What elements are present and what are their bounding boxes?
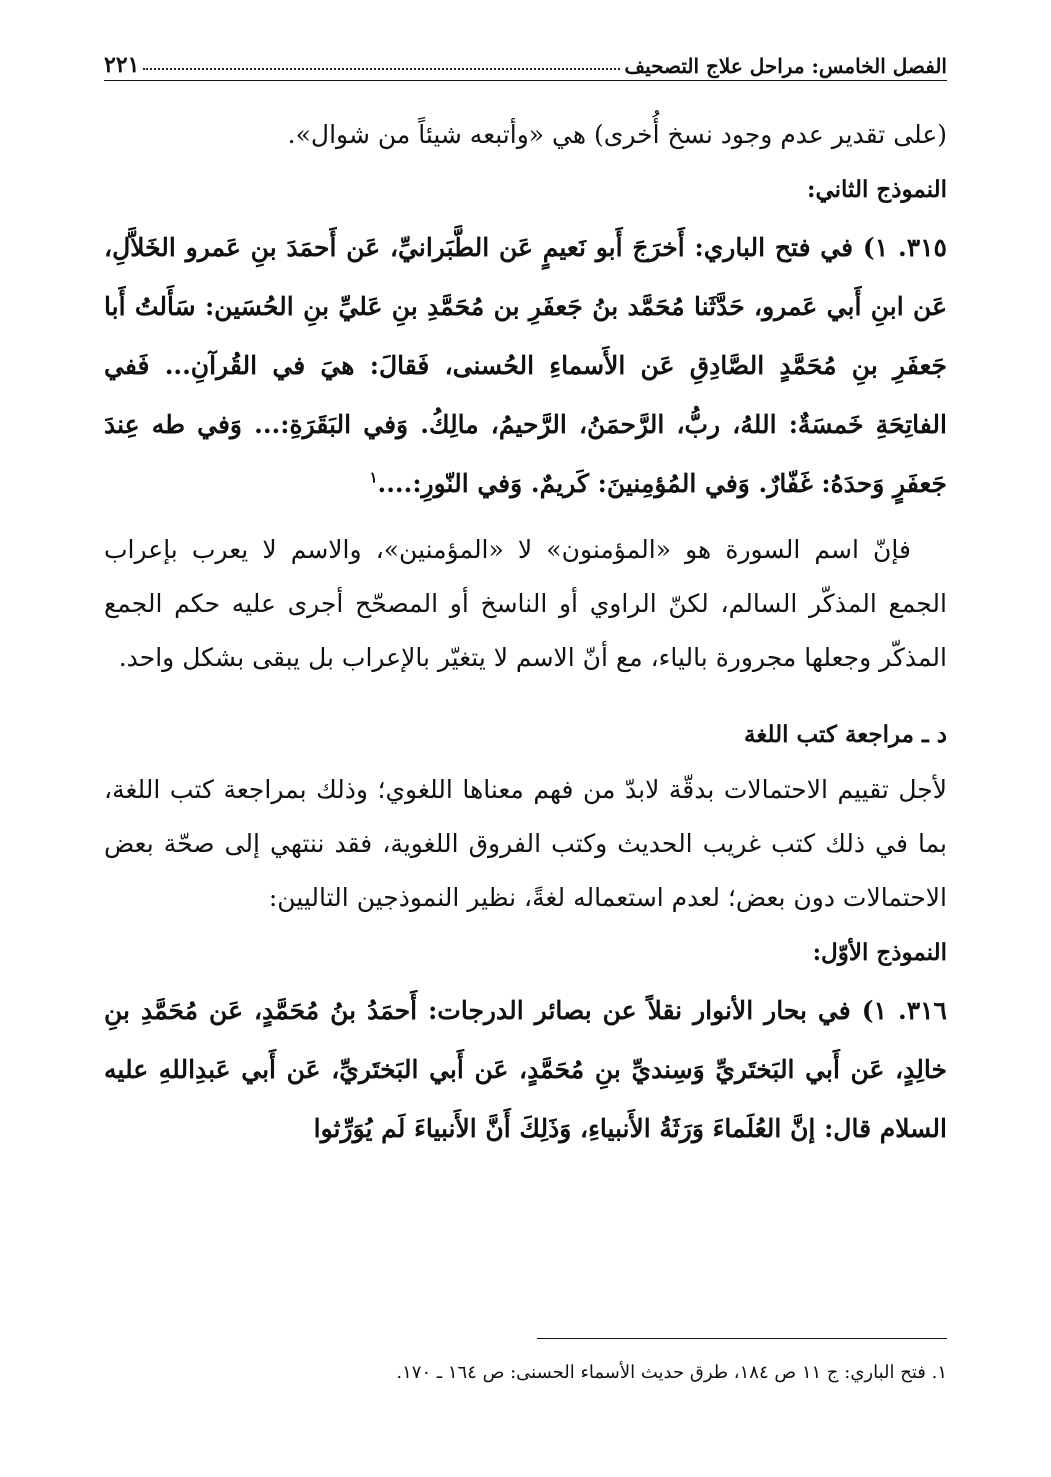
hadith-315 (104, 218, 947, 513)
page-number: ٢٢١ (104, 52, 140, 78)
hadith-315-text: ١) في فتح الباري: أَخرَجَ أَبو نَعيمٍ عَن الطَّبَرانيِّ، عَن أَحمَدَ بنِ عَمرو الخَلاَّلِ، عَن ابنِ أَبي عَمرو، حَدَّثَنا مُحَمَّد بنُ جَعفَرِ بن مُحَمَّدِ بنِ عَليِّ بنِ الحُسَين: سَأَلتُ أَبا جَعفَرِ بنِ مُحَمَّدٍ الصَّادِقِ عَن الأَسماءِ الحُسنى، فَقالَ: هيَ في القُرآنِ... فَفي الفاتِحَةِ خَمسَةٌ: اللهُ، ربُّ، الرَّحمَنُ، الرَّحيمُ، مالِكُ. وَفي البَقَرَةِ:... وَفي طه عِندَ جَعفَرٍ وَحدَهُ: غَفّارٌ. وَفي المُؤمِنينَ: كَريمٌ. وَفي النّورِ:.... (104, 233, 947, 498)
intro-line: (على تقدير عدم وجود نسخ أُخرى) هي «وأتبعه شيئاً من شوال». (287, 120, 947, 149)
footnote-rule (537, 1338, 947, 1339)
running-header (104, 38, 947, 78)
section-d-heading: د ـ مراجعة كتب اللغة (744, 721, 947, 748)
footnote-ref[interactable]: ١ (369, 468, 378, 487)
model1-heading: النموذج الأوّل: (812, 939, 947, 966)
chapter-title: الفصل الخامس: مراحل علاج التصحيف (624, 54, 947, 78)
paragraph-1: فإنّ اسم السورة هو «المؤمنون» لا «المؤمنين»، والاسم لا يعرب بإعراب الجمع المذكّر السالم، لكنّ الراوي أو الناسخ أو المصحّح أجرى عليه حكم الجمع المذكّر وجعلها مجرورة بالياء، مع أنّ الاسم لا يتغيّر بالإعراب بل يبقى بشكل واحد. (104, 535, 947, 672)
footnote: ١. فتح الباري: ج ١١ ص ١٨٤، طرق حديث الأسماء الحسنى: ص ١٦٤ ـ ١٧٠. (396, 1362, 947, 1383)
leader-dots (143, 68, 620, 70)
hadith-316-number: ٣١٦. (897, 996, 947, 1025)
model2-heading: النموذج الثاني: (806, 176, 947, 203)
section-d-body: لأجل تقييم الاحتمالات بدقّة لابدّ من فهم معناها اللغوي؛ وذلك بمراجعة كتب اللغة، بما في ذلك كتب غريب الحديث وكتب الفروق اللغوية، فقد ننتهي إلى صحّة بعض الاحتمالات دون بعض؛ لعدم استعماله لغةً، نظير النموذجين التاليين: (104, 775, 947, 912)
page-body (104, 108, 947, 1158)
hadith-316 (104, 981, 947, 1158)
hadith-315-number: ٣١٥. (897, 233, 947, 262)
hadith-316-text: ١) في بحار الأنوار نقلاً عن بصائر الدرجات: أَحمَدُ بنُ مُحَمَّدٍ، عَن مُحَمَّدِ بنِ خالِدٍ، عَن أَبي البَختَريِّ وَسِنديِّ بنِ مُحَمَّدٍ، عَن أَبي البَختَريِّ، عَن أَبي عَبدِاللهِ عليه السلام قال: إنَّ العُلَماءَ وَرَثَةُ الأَنبياءِ، وَذَلِكَ أَنَّ الأَنبياءَ لَم يُوَرِّثوا (104, 996, 947, 1143)
header-rule (104, 80, 947, 81)
